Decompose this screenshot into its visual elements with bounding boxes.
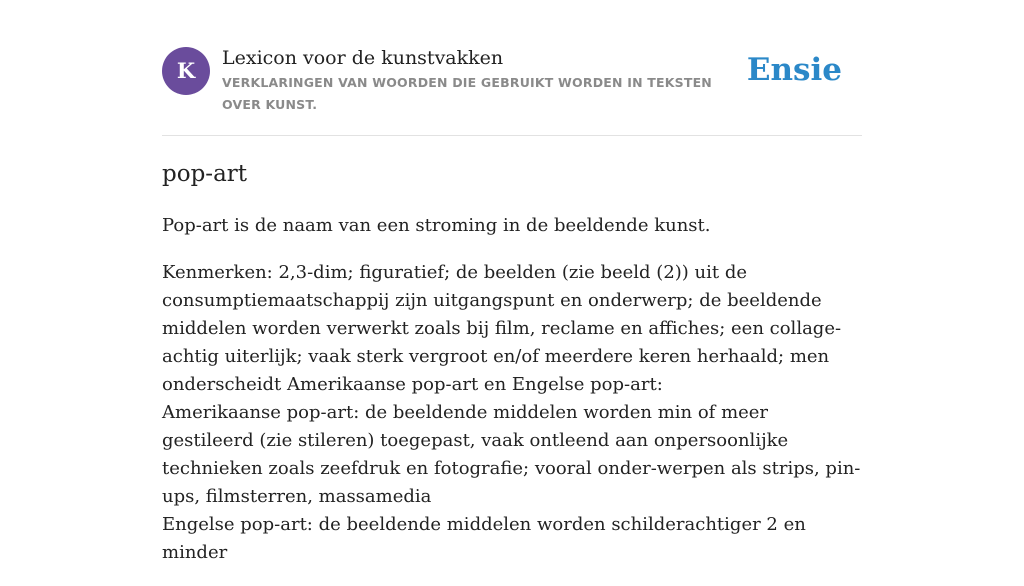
lexicon-header <box>162 46 862 116</box>
lexicon-avatar[interactable]: K <box>162 47 210 95</box>
entry-body <box>162 259 864 567</box>
entry-term: pop-art <box>162 161 248 187</box>
entry-line-american: Amerikaanse pop-art: de beeldende middelen worden min of meer gestileerd (zie stileren) toegepast, vaak ontleend aan onpersoonlijke technieken zoals zeefdruk en fotografie; vooral onder-werpen als strips, pin-ups, filmsterren, massamedia <box>162 402 861 507</box>
entry-line-english: Engelse pop-art: de beeldende middelen worden schilderachtiger 2 en minder <box>162 514 806 563</box>
entry-line-characteristics: Kenmerken: 2,3-dim; figuratief; de beelden (zie beeld (2)) uit de consumptiemaatschappij zijn uitgangspunt en onderwerp; de beeldende middelen worden verwerkt zoals bij film, reclame en affiches; een collage-achtig uiterlijk; vaak sterk vergroot en/of meerdere keren herhaald; men onderscheidt Amerikaanse pop-art en Engelse pop-art: <box>162 262 842 395</box>
lexicon-subtitle: VERKLARINGEN VAN WOORDEN DIE GEBRUIKT WORDEN IN TEKSTEN OVER KUNST. <box>222 75 712 112</box>
lexicon-title[interactable]: Lexicon voor de kunstvakken <box>222 47 504 69</box>
ensie-logo-link[interactable]: Ensie <box>746 52 842 88</box>
header-divider <box>162 135 862 136</box>
entry-content <box>162 212 864 586</box>
entry-intro: Pop-art is de naam van een stroming in de beeldende kunst. <box>162 215 711 236</box>
